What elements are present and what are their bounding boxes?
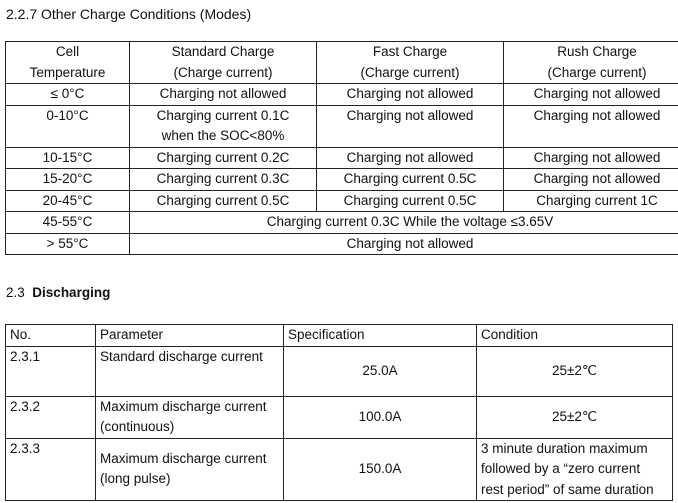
condition-cell: 25±2℃ [477,396,673,438]
condition-cell: 25±2℃ [477,346,673,396]
table-row [6,396,673,438]
specification-cell: 25.0A [284,346,477,396]
table-cell: Charging not allowed [317,147,504,169]
table-row [6,438,673,501]
discharging-table [5,324,673,501]
temperature-cell: ≤ 0°C [6,84,130,106]
table-row [6,190,678,212]
row-number-cell: 2.3.2 [6,396,96,438]
table-header-row [6,42,678,84]
table-row [6,84,678,106]
header-cell-fast-charge: Fast Charge (Charge current) [317,42,504,84]
merged-table-cell: Charging not allowed [130,233,678,255]
table-row [6,346,673,396]
header-cell-rush-charge: Rush Charge (Charge current) [504,42,678,84]
merged-table-cell: Charging current 0.3C While the voltage ≤3.65V [130,212,678,234]
temperature-cell: > 55°C [6,233,130,255]
row-number-cell: 2.3.3 [6,438,96,501]
temperature-cell: 20-45°C [6,190,130,212]
section-title-2-3: 2.3 Discharging [6,285,111,300]
table-cell: Charging current 0.1C when the SOC<80% [130,105,317,147]
specification-cell: 150.0A [284,438,477,501]
table-cell: Charging current 0.5C [317,169,504,191]
row-number-cell: 2.3.1 [6,346,96,396]
table-header-row [6,325,673,347]
parameter-cell: Maximum discharge current (continuous) [96,396,284,438]
table-row [6,105,678,147]
table-cell: Charging current 0.5C [130,190,317,212]
table-cell: Charging not allowed [317,84,504,106]
header-cell-no: No. [6,325,96,347]
table-cell: Charging current 1C [504,190,678,212]
temperature-cell: 0-10°C [6,105,130,147]
charge-conditions-table [5,41,678,255]
specification-cell: 100.0A [284,396,477,438]
condition-cell: 3 minute duration maximum followed by a “zero current rest period” of same duration [477,438,673,501]
table-cell: Charging not allowed [504,147,678,169]
table-cell: Charging not allowed [504,169,678,191]
table-cell: Charging current 0.5C [317,190,504,212]
table-cell: Charging not allowed [317,105,504,147]
header-cell-condition: Condition [477,325,673,347]
temperature-cell: 10-15°C [6,147,130,169]
table-cell: Charging not allowed [504,84,678,106]
table-cell: Charging not allowed [504,105,678,147]
header-cell-specification: Specification [284,325,477,347]
table-cell: Charging not allowed [130,84,317,106]
header-cell-temperature: Cell Temperature [6,42,130,84]
parameter-cell: Standard discharge current [96,346,284,396]
table-cell: Charging current 0.2C [130,147,317,169]
table-row [6,233,678,255]
table-row [6,212,678,234]
header-cell-standard-charge: Standard Charge (Charge current) [130,42,317,84]
table-row [6,169,678,191]
table-row [6,147,678,169]
table-cell: Charging current 0.3C [130,169,317,191]
parameter-cell: Maximum discharge current (long pulse) [96,438,284,501]
temperature-cell: 45-55°C [6,212,130,234]
header-cell-parameter: Parameter [96,325,284,347]
temperature-cell: 15-20°C [6,169,130,191]
section-title-2-2-7: 2.2.7 Other Charge Conditions (Modes) [6,6,252,22]
